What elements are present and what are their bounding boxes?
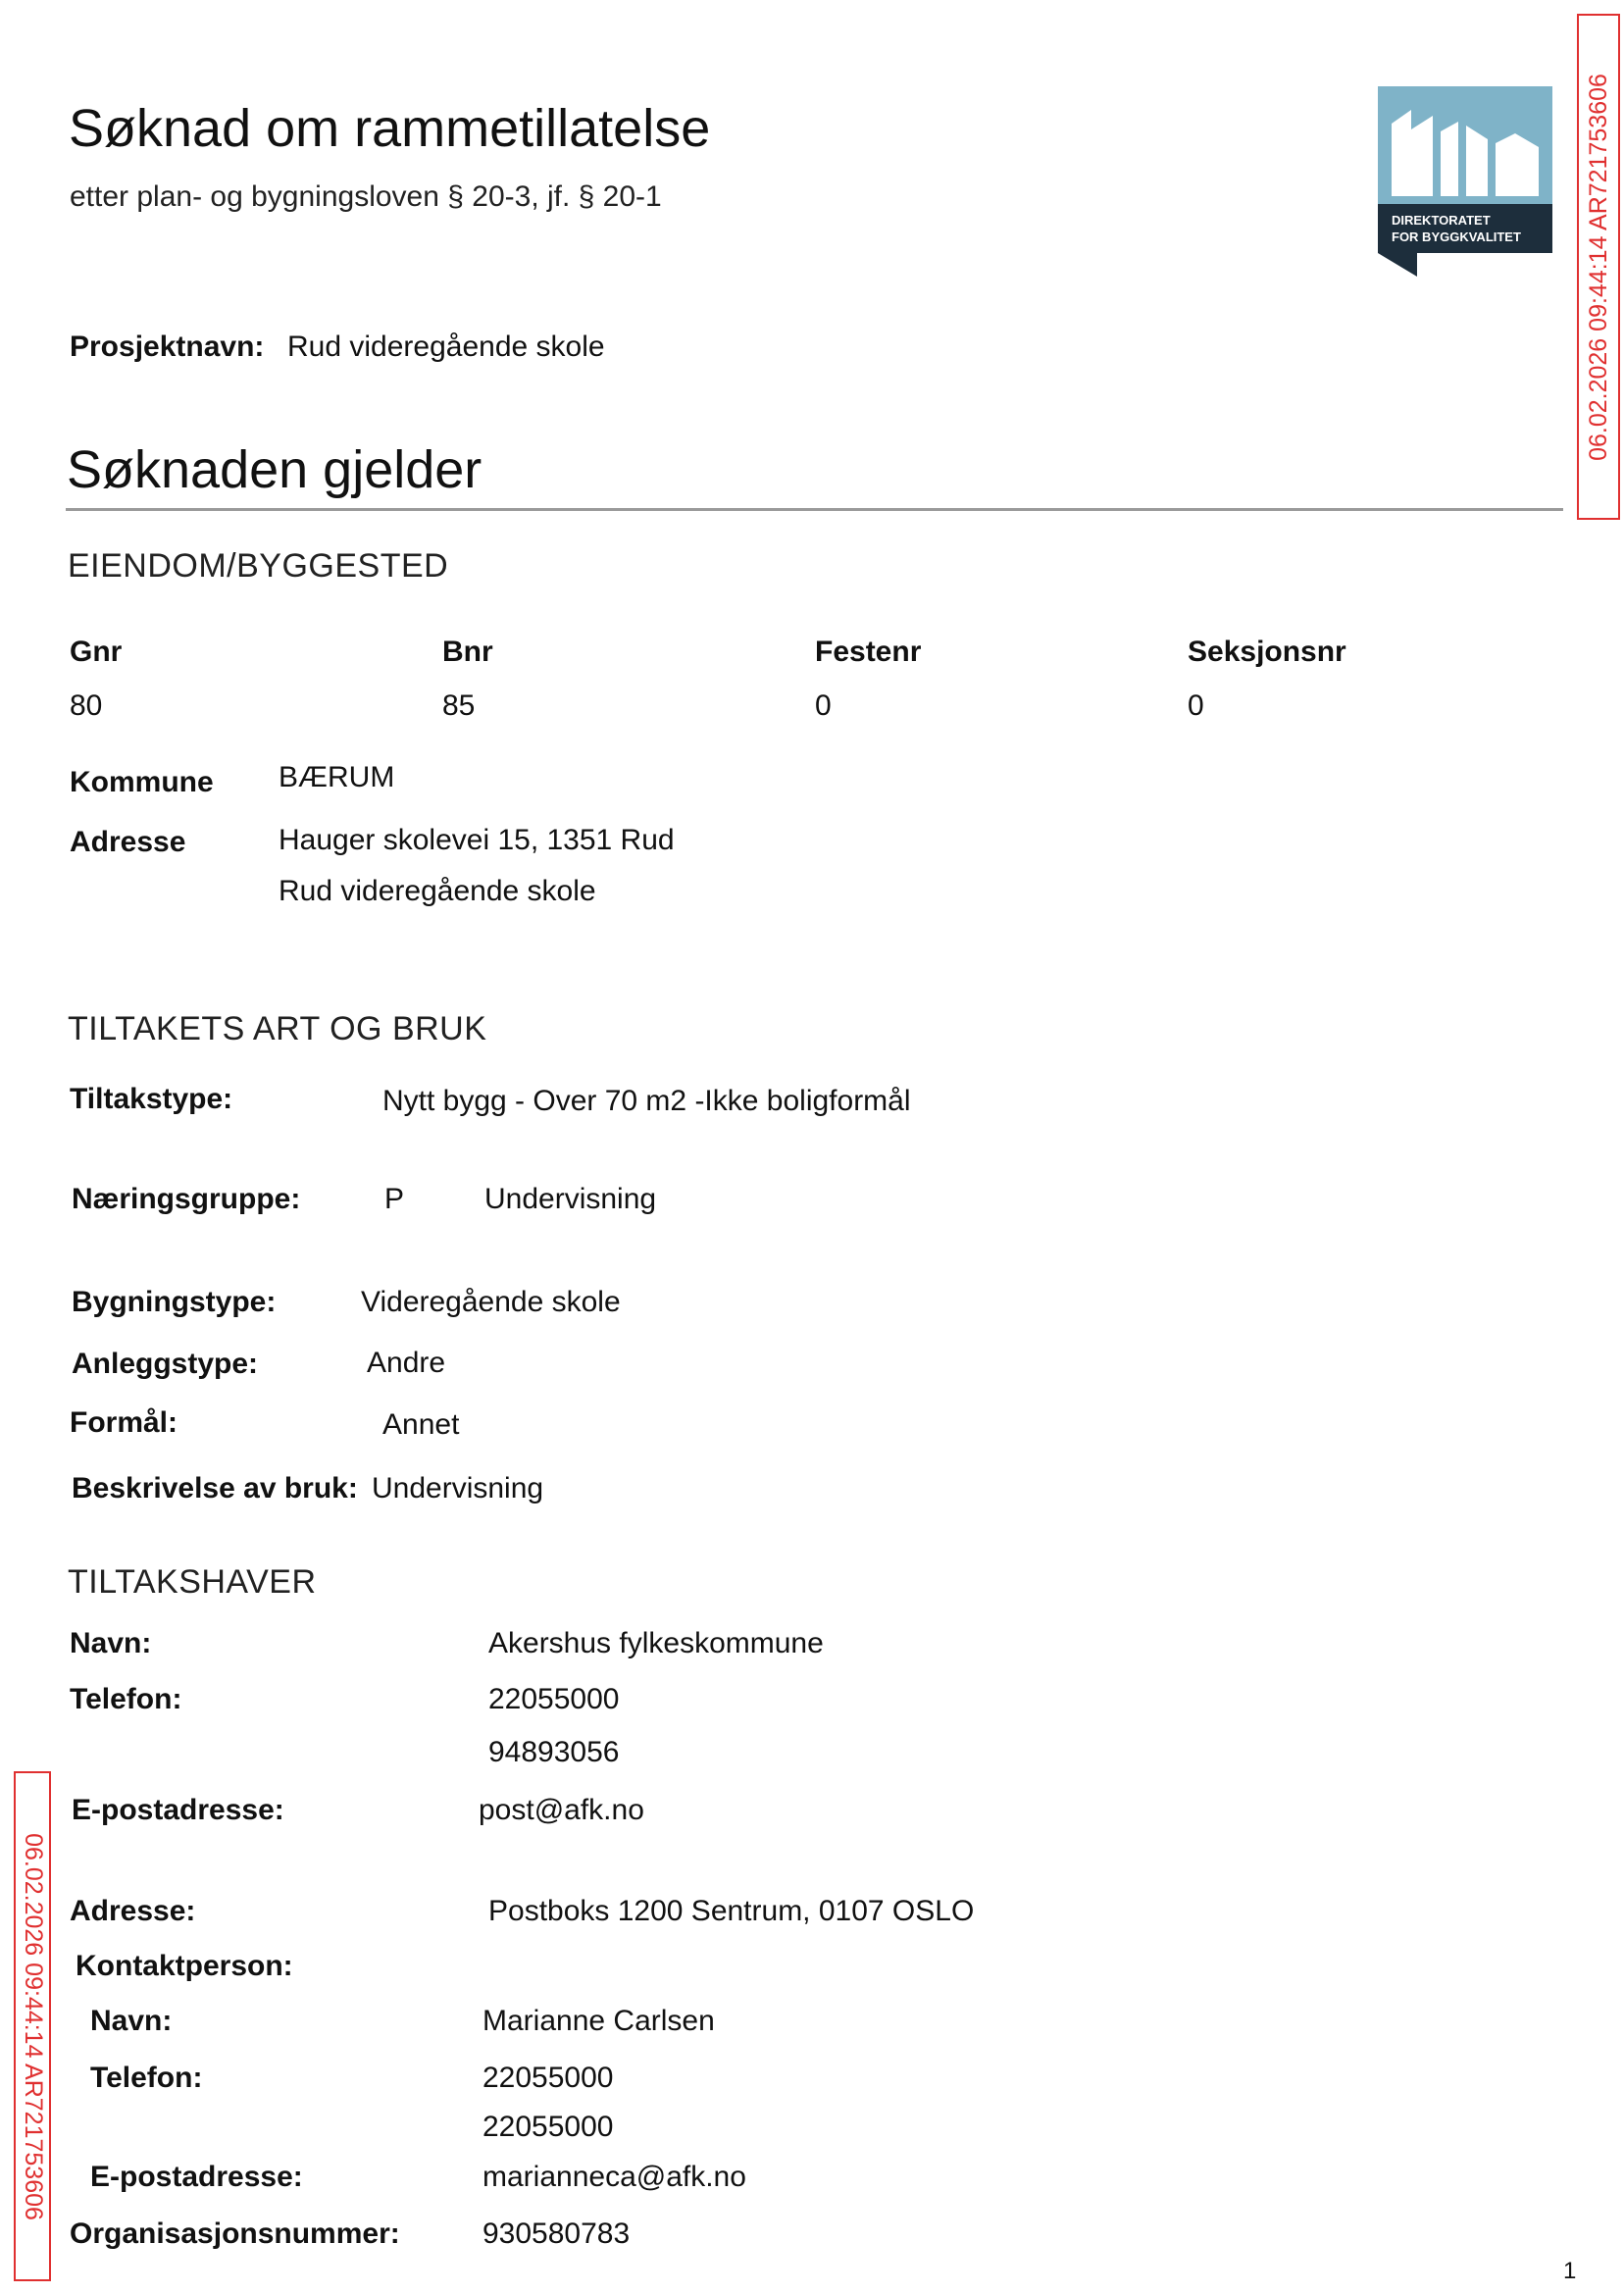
seksjonsnr-label: Seksjonsnr — [1188, 636, 1346, 668]
project-name-value: Rud videregående skole — [287, 331, 605, 363]
kontakt-navn-value: Marianne Carlsen — [482, 2005, 715, 2037]
telefon-label: Telefon: — [70, 1683, 182, 1715]
kontakt-telefon-value-2: 22055000 — [482, 2111, 614, 2143]
naeringsgruppe-code: P — [384, 1183, 405, 1215]
beskrivelse-label: Beskrivelse av bruk: — [72, 1472, 358, 1504]
page-number: 1 — [1563, 2258, 1577, 2284]
telefon-value-2: 94893056 — [488, 1736, 620, 1768]
kommune-label: Kommune — [70, 766, 214, 798]
adresse-line2: Rud videregående skole — [279, 875, 596, 907]
bnr-value: 85 — [442, 689, 476, 722]
building-logo-icon — [1378, 86, 1552, 277]
project-name-label: Prosjektnavn: — [70, 331, 265, 363]
kontakt-epost-value: marianneca@afk.no — [482, 2161, 746, 2193]
bnr-label: Bnr — [442, 636, 493, 668]
anleggstype-label: Anleggstype: — [72, 1348, 259, 1380]
page-title: Søknad om rammetillatelse — [69, 99, 711, 158]
logo-text-line2: FOR BYGGKVALITET — [1392, 229, 1521, 244]
tiltakshaver-heading: TILTAKSHAVER — [68, 1563, 317, 1601]
tiltakshaver-adresse-value: Postboks 1200 Sentrum, 0107 OSLO — [488, 1895, 975, 1927]
formal-label: Formål: — [70, 1406, 178, 1439]
timestamp-stamp-left: 06.02.2026 09:44:14 AR721753606 — [14, 1771, 51, 2281]
kontaktperson-label: Kontaktperson: — [76, 1950, 293, 1982]
kontakt-navn-label: Navn: — [90, 2005, 173, 2037]
navn-label: Navn: — [70, 1627, 152, 1659]
tiltakshaver-adresse-label: Adresse: — [70, 1895, 196, 1927]
gnr-label: Gnr — [70, 636, 123, 668]
naeringsgruppe-value: Undervisning — [484, 1183, 657, 1215]
kontakt-telefon-label: Telefon: — [90, 2062, 203, 2094]
naeringsgruppe-label: Næringsgruppe: — [72, 1183, 301, 1215]
timestamp-stamp-top: 06.02.2026 09:44:14 AR721753606 — [1577, 14, 1620, 520]
anleggstype-value: Andre — [367, 1347, 446, 1379]
orgnr-value: 930580783 — [482, 2218, 631, 2250]
kontakt-epost-label: E-postadresse: — [90, 2161, 303, 2193]
tiltakstype-label: Tiltakstype: — [70, 1083, 233, 1115]
epost-value: post@afk.no — [479, 1794, 644, 1826]
bygningstype-label: Bygningstype: — [72, 1286, 277, 1318]
page-subtitle: etter plan- og bygningsloven § 20-3, jf. § 20-1 — [70, 180, 662, 213]
formal-value: Annet — [382, 1408, 460, 1441]
eiendom-heading: EIENDOM/BYGGESTED — [68, 547, 449, 585]
adresse-line1: Hauger skolevei 15, 1351 Rud — [279, 824, 675, 856]
navn-value: Akershus fylkeskommune — [488, 1627, 824, 1659]
tiltakstype-value: Nytt bygg - Over 70 m2 -Ikke boligformål — [382, 1085, 911, 1117]
section-divider — [66, 508, 1563, 511]
seksjonsnr-value: 0 — [1188, 689, 1204, 722]
tiltak-heading: TILTAKETS ART OG BRUK — [68, 1010, 487, 1047]
kontakt-telefon-value-1: 22055000 — [482, 2062, 614, 2094]
festenr-value: 0 — [815, 689, 832, 722]
festenr-label: Festenr — [815, 636, 922, 668]
logo-text-line1: DIREKTORATET — [1392, 213, 1491, 228]
orgnr-label: Organisasjonsnummer: — [70, 2218, 400, 2250]
dibk-logo — [1378, 86, 1552, 277]
section-title: Søknaden gjelder — [67, 440, 482, 499]
adresse-label: Adresse — [70, 826, 186, 858]
epost-label: E-postadresse: — [72, 1794, 284, 1826]
telefon-value-1: 22055000 — [488, 1683, 620, 1715]
beskrivelse-value: Undervisning — [372, 1472, 544, 1504]
bygningstype-value: Videregående skole — [361, 1286, 621, 1318]
gnr-value: 80 — [70, 689, 103, 722]
kommune-value: BÆRUM — [279, 761, 395, 793]
